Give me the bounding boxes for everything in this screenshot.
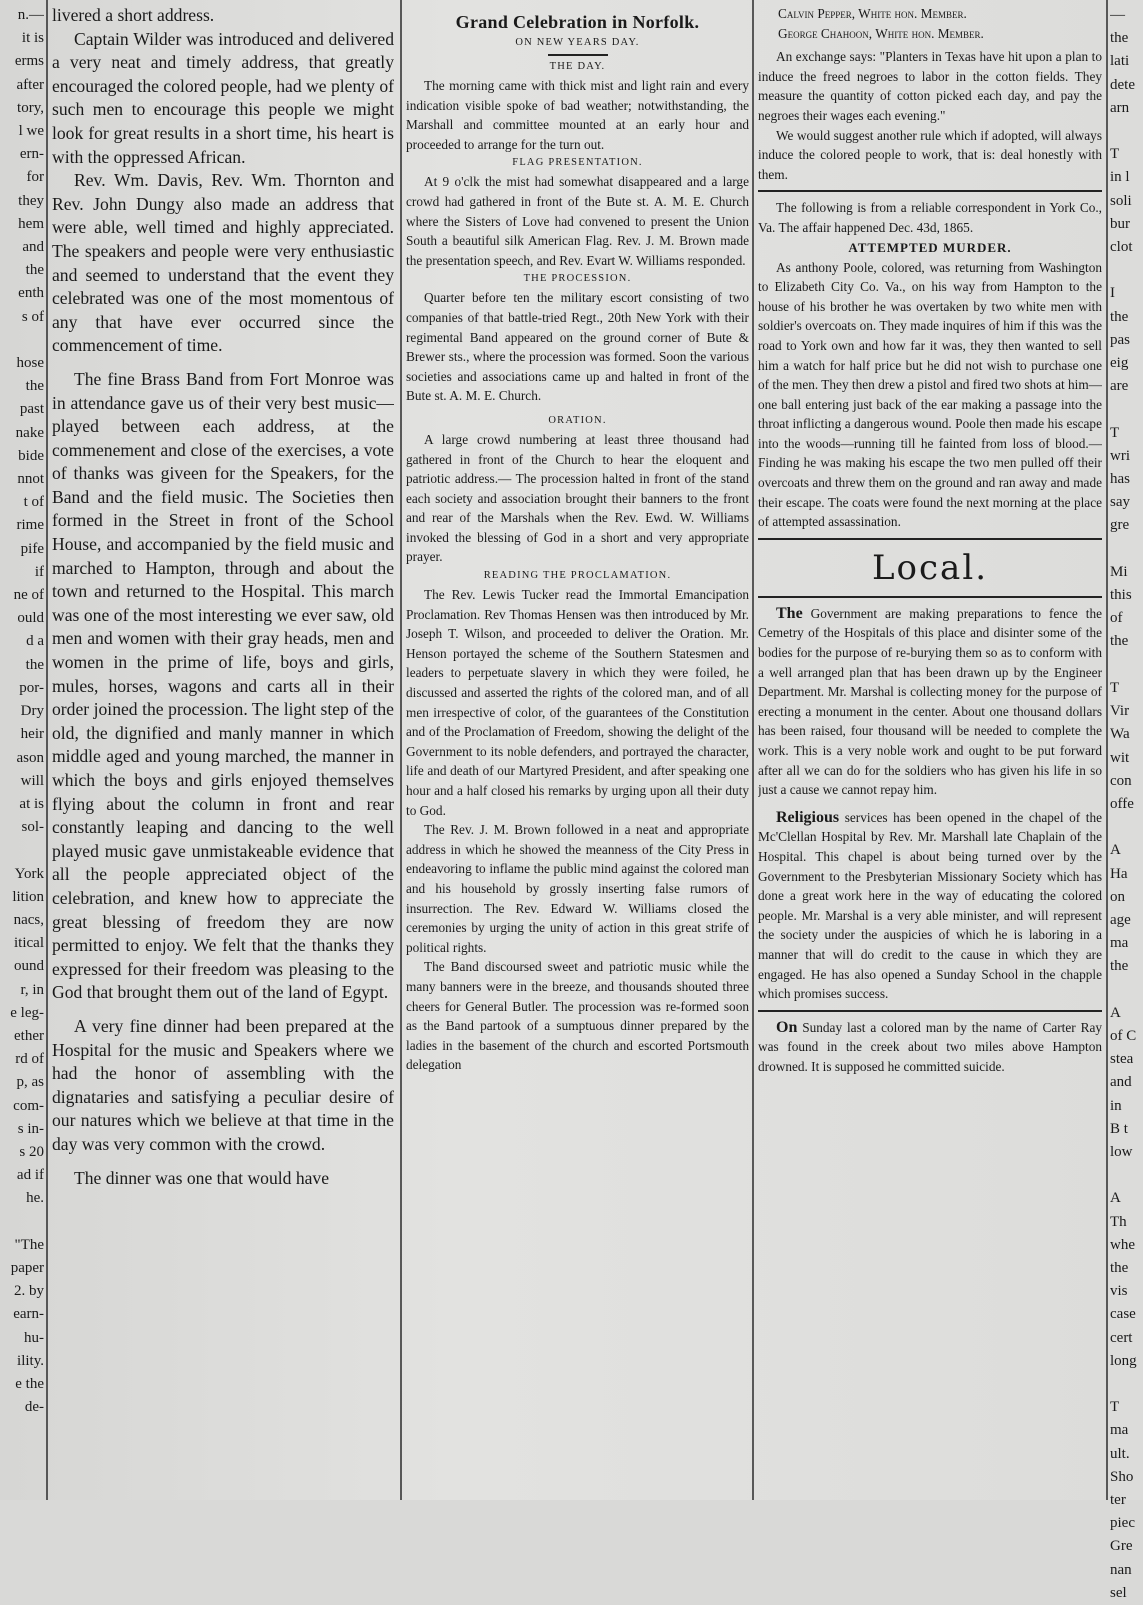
clipped-text-line: por-	[19, 679, 44, 696]
clipped-text-line: it is	[21, 30, 44, 47]
clipped-text-line: erms	[14, 53, 44, 70]
clipped-text-line: Vir	[1110, 703, 1130, 720]
column-rule	[46, 0, 48, 1500]
clipped-text-line: vis	[1110, 1283, 1128, 1300]
clipped-text-line: T	[1110, 679, 1120, 696]
clipped-text-line: T	[1110, 424, 1120, 441]
clipped-text-line	[1110, 259, 1143, 282]
clipped-text-line: wri	[1110, 447, 1130, 464]
clipped-text-line: nake	[15, 424, 44, 441]
clipped-text-line: long	[1110, 1352, 1137, 1369]
clipped-text-line: arn	[1110, 99, 1130, 116]
paragraph: Sunday last a colored man by the name of Carter Ray was found in the creek about two miles above Hampton drowned. It is supposed he committed suicide.	[758, 1019, 1102, 1074]
clipped-text-line	[1110, 398, 1143, 421]
clipped-text-line: stea	[1110, 1051, 1134, 1068]
paragraph-lead: On	[776, 1018, 798, 1036]
clipped-text-line: this	[1110, 587, 1132, 604]
clipped-text-line: Th	[1110, 1213, 1127, 1230]
clipped-text-line: at is	[19, 795, 44, 812]
clipped-text-line: hu-	[24, 1329, 44, 1346]
clipped-text-line: the	[25, 378, 44, 395]
clipped-text-line: has	[1110, 471, 1130, 488]
clipped-text-line: will	[20, 772, 44, 789]
clipped-text-line: enth	[18, 285, 44, 302]
section-heading: FLAG PRESENTATION.	[512, 157, 643, 169]
clipped-text-line: con	[1110, 772, 1132, 789]
clipped-text-line: A	[1110, 1004, 1121, 1021]
clipped-text-line: and	[1110, 1074, 1132, 1091]
clipped-text-line: ne of	[13, 587, 44, 604]
clipped-text-line: low	[1110, 1143, 1133, 1160]
clipped-text-line: in	[1110, 1097, 1122, 1114]
clipped-text-line	[1110, 538, 1143, 561]
clipped-text-line: ult.	[1110, 1445, 1130, 1462]
clipped-text-line: paper	[10, 1259, 44, 1276]
clipped-text-line	[1110, 979, 1143, 1002]
clipped-text-line: the	[25, 656, 44, 673]
clipped-text-line: l we	[18, 123, 44, 140]
column-3	[758, 4, 1102, 1077]
clipped-text-line: in l	[1110, 169, 1130, 186]
clipped-text-line: ad if	[16, 1167, 44, 1184]
clipped-text-line: ern-	[19, 146, 44, 163]
paragraph-lead: Religious	[776, 808, 840, 826]
clipped-text-line: of	[1110, 610, 1123, 627]
clipped-text-line: e the	[15, 1375, 44, 1392]
clipped-text-line: tory,	[17, 99, 44, 116]
paragraph: services has been opened in the chapel of the Mc'Clellan Hospital by Rev. Mr. Marshall late Chaplain of the Hospital. This chapel is about being turned over by the Government to the Presbyterian Missionary Society which has done a great work here in the way of educating the colored people. Mr. Marshal is a very able minister, and will represent the society under the auspicies of which he is laboring in a manner that will do credit to the cause in which they are engaged. He has also opened a Sunday School in the chapple which promises success.	[758, 809, 1102, 1002]
paragraph: A large crowd numbering at least three thousand had gathered in front of the Church to hear the eloquent and patriotic address.— The procession halted in front of the stand each society and association brought their banners to the front and rear of the Marshals when the Rev. Ewd. W. Williams invoked the blessing of God in a short and very appropriate prayer.	[406, 431, 749, 565]
paragraph: We would suggest another rule which if adopted, will always induce the colored people to work, that is: deal honestly with them.	[758, 127, 1102, 182]
paragraph: The fine Brass Band from Fort Monroe was in attendance gave us of their very best music—played between each address, at the commenement and close of the exercises, a vote of thanks was giveen for the Speakers, for the Band and the field music. The Societies then formed in the Street in front of the School House, and accompanied by the field music and marched to Hampton, through and about the town and returned to the Hospital. This march was one of the most interesting we ever saw, old men and women with their gray heads, men and women in the prime of life, boys and girls, mules, horses, wagons and carts all in their order joined the procession. The light step of the old, the dignified and manly manner in which middle aged and young marched, the manner in which the boys and girls enjoyed themselves flying about the column in front and rear constantly leaping and dancing to the well played music gave unmistakeable evidence that all the people appreciated object of the celebration, and knew how to appreciate the great blessing of freedom they are now permitted to enjoy. We felt that the thanks they expressed for their freedom was pleasing to the God that brought them out of the land of Egypt.	[52, 368, 394, 1003]
clipped-text-line: s 20	[19, 1143, 44, 1160]
paragraph: livered a short address.	[52, 5, 215, 25]
clipped-text-line: bur	[1110, 215, 1130, 232]
section-heading: ATTEMPTED MURDER.	[848, 239, 1012, 255]
clipped-text-line: rime	[16, 517, 44, 534]
clipped-text-line: "The	[14, 1236, 44, 1253]
clipped-text-line: 2. by	[14, 1283, 44, 1300]
paragraph-lead: The	[776, 604, 803, 622]
clipped-text-line: the	[1110, 30, 1129, 47]
clipped-text-line: ility.	[17, 1352, 44, 1369]
clipped-text-line: t of	[23, 494, 44, 511]
clipped-text-line: T	[1110, 1399, 1120, 1416]
clipped-text-line: case	[1110, 1306, 1136, 1323]
paragraph: Captain Wilder was introduced and delivered a very neat and timely address, that greatly encouraged the colored people, had we plenty of such men to encourage this people we might look for great results in a short time, his heart is with the oppressed African.	[52, 28, 394, 167]
local-section-heading: Local.	[871, 547, 989, 588]
clipped-text-line	[1110, 654, 1143, 677]
clipped-text-line: r, in	[20, 981, 44, 998]
paragraph: The morning came with thick mist and light rain and every indication visible spoke of bad weather; notwithstanding, the Marshall and committee mounted at an early hour and proceeded to arrange for the turn out.	[406, 78, 749, 152]
clipped-text-line: A	[1110, 1190, 1121, 1207]
clipped-text-line: clot	[1110, 239, 1133, 256]
column-1	[52, 4, 394, 1190]
clipped-text-line: sol-	[21, 819, 44, 836]
clipped-text-line: bide	[18, 447, 44, 464]
column-rule	[752, 0, 754, 1500]
clipped-text-line: ound	[14, 958, 44, 975]
clipped-text-line: after	[16, 76, 44, 93]
divider	[758, 538, 1102, 540]
clipped-text-line: B t	[1110, 1120, 1128, 1137]
clipped-text-line: ter	[1110, 1492, 1126, 1508]
signature-line: George Chahoon, White hon. Member.	[778, 25, 984, 41]
clipped-text-line: Ha	[1110, 865, 1128, 882]
clipped-text-line: say	[1110, 494, 1130, 511]
clipped-text-line: itical	[14, 935, 44, 952]
clipped-text-line: earn-	[13, 1306, 44, 1323]
clipped-text-line: nan	[1110, 1561, 1132, 1578]
paragraph: At 9 o'clk the mist had somewhat disappeared and a large crowd had gathered in front of the Bute st. A. M. E. Church where the Sisters of Love had convened to present the Union South a beautiful silk American Flag. Rev. J. M. Brown made the presentation speech, and Rev. Evart W. Williams responded.	[406, 174, 749, 268]
clipped-text-line: lati	[1110, 53, 1130, 70]
clipped-text-line: de-	[24, 1399, 44, 1416]
clipped-text-line: on	[1110, 888, 1125, 905]
clipped-text-line: offe	[1110, 795, 1134, 812]
clipped-text-line: s in-	[17, 1120, 44, 1137]
paragraph: The Rev. J. M. Brown followed in a neat and appropriate address in which he showed the meanness of the City Press in endeavoring to inflame the public mind against the colored man and his household by grossly inserting false rumors of insurrection. The Rev. Edward W. Williams closed the ceremonies by urging the unity of action in this great strife of political rights.	[406, 822, 749, 955]
divider	[758, 190, 1102, 192]
clipped-text-line: are	[1110, 378, 1129, 395]
clipped-text-line: T	[1110, 146, 1120, 163]
clipped-text-line: —	[1110, 7, 1125, 23]
clipped-text-line: e leg-	[10, 1004, 44, 1021]
paragraph: As anthony Poole, colored, was returning from Washington to Elizabeth City Co. Va., on his way from Hampton to the house of his brother he was overtaken by two white men with soldier's overcoats on. They made inquires of him if this was the road to York own and how far it was, they then wanted to sell him a watch for half price but he did not wish to purchase one of the men. They then drew a pistol and fired two shots at him—one ball entering just back of the ear making a passage into the throat inflicting a dangerous wound. Poole then made his escape into the woods—running till he fainted from loss of blood.— Finding he was making his escape the two men pulled off their overcoats and threw them on the ground and ran away and made their escape. The coats were found the next morning at the place of attempted assassination.	[758, 259, 1102, 530]
column-2	[406, 4, 749, 1075]
clipped-text-line: of C	[1110, 1027, 1137, 1044]
clipped-text-line	[0, 1211, 44, 1234]
clipped-text-line: Dry	[20, 703, 44, 720]
clipped-text-line: n.—	[17, 7, 44, 23]
paragraph: An exchange says: "Planters in Texas have hit upon a plan to induce the freed negroes to labor in the cotton fields. They measure the quantity of cotton picked each day, and pay the negroes their wages each evening."	[758, 49, 1102, 123]
clipped-text-line: ma	[1110, 935, 1129, 952]
article-title: Grand Celebration in Norfolk.	[455, 12, 700, 32]
column-rule	[400, 0, 402, 1500]
clipped-text-line: ether	[14, 1027, 44, 1044]
section-heading: THE DAY.	[549, 61, 606, 72]
clipped-text-line: ma	[1110, 1422, 1129, 1439]
clipped-text-line: com-	[13, 1097, 44, 1114]
clipped-text-line: Wa	[1110, 726, 1130, 743]
paragraph: The following is from a reliable correspondent in York Co., Va. The affair happened Dec. 43d, 1865.	[758, 200, 1102, 235]
clipped-text-line: eig	[1110, 355, 1129, 372]
clipped-text-line	[1110, 816, 1143, 839]
clipped-text-line: d a	[26, 633, 44, 650]
clipped-text-line: the	[1110, 308, 1129, 325]
column-rule	[1106, 0, 1108, 1500]
clipped-text-line	[0, 839, 44, 862]
clipped-text-line: I	[1110, 285, 1115, 302]
divider	[758, 1010, 1102, 1012]
clipped-text-line: Sho	[1110, 1468, 1134, 1485]
paragraph: The Rev. Lewis Tucker read the Immortal Emancipation Proclamation. Rev Thomas Hensen was then introduced by Mr. Joseph T. Wilson, and proceeded to deliver the Oration. Mr. Henson portayed the scheme of the Southern Statesmen and leaders to perpetuate slavery in which they were foiled, he discussed and asserted the rights of the colored man, and of all men irrespective of color, of the guarantees of the Constitution and of the Proclamation of Freedom, showing the delight of the Government to its noble defenders, and portrayed the character, life and death of our Martyred President, and after speaking one hour and a half closed his remarks by urging upon all their duty to God.	[406, 587, 749, 818]
clipped-text-line: they	[18, 192, 44, 209]
clipped-text-line: the	[25, 262, 44, 279]
clipped-text-line: pas	[1110, 331, 1130, 348]
clipped-text-line: s of	[21, 308, 44, 325]
right-clipped-column	[1110, 4, 1143, 1605]
clipped-text-line: age	[1110, 911, 1131, 928]
divider	[548, 54, 608, 56]
clipped-text-line: gre	[1110, 517, 1130, 534]
paragraph: A very fine dinner had been prepared at the Hospital for the music and Speakers where we had the honor of assembling with the dignataries and satisfying a peculiar desire of our natures which we believe at that time in the day was very common with the crowd.	[52, 1015, 394, 1154]
article-subtitle: ON NEW YEARS DAY.	[515, 37, 640, 48]
clipped-text-line: nnot	[17, 471, 44, 488]
clipped-text-line: and	[22, 239, 44, 256]
paragraph: Quarter before ten the military escort consisting of two companies of that battle-tried Regt., 20th New York with their regimental Band appeared on the ground corner of Bute & Brewer sts., where the procession was formed. Soon the various societies and associations came up and halted in front of the Bute st. A. M. E. Church.	[406, 290, 749, 404]
clipped-text-line: dete	[1110, 76, 1135, 93]
clipped-text-line: for	[26, 169, 44, 186]
clipped-text-line: hose	[16, 355, 44, 372]
clipped-text-line: whe	[1110, 1236, 1135, 1253]
clipped-text-line: sel	[1110, 1584, 1127, 1601]
paragraph: Government are making preparations to fence the Cemetry of the Hospitals of this place and disinter some of the bodies for the purpose of re-burying them so as to conform with a well arranged plan that has been drawn up by the Engineer Department. Mr. Marshal is collecting money for the purpose of erecting a monument in the center. About one thousand dollars has been raised, four thousand will be needed to complete the work. This is a very noble work and ought to be put forward after all we can do for the soldiers who has given his life in so just a cause we cannot repay him.	[758, 605, 1102, 798]
clipped-text-line: wit	[1110, 749, 1130, 766]
clipped-text-line: hem	[18, 215, 44, 232]
left-clipped-column	[0, 4, 44, 1419]
paragraph: Rev. Wm. Davis, Rev. Wm. Thornton and Rev. John Dungy also made an address that were able, well timed and highly appreciated. The speakers and people were very enthusiastic and seemed to understand that the event they celebrated was one of the most momentous of any that have ever occurred since the commencement of time.	[52, 170, 394, 356]
clipped-text-line: Mi	[1110, 563, 1128, 580]
clipped-text-line: if	[34, 563, 44, 580]
clipped-text-line: Gre	[1110, 1538, 1133, 1555]
clipped-text-line: A	[1110, 842, 1121, 859]
section-heading: READING THE PROCLAMATION.	[483, 570, 672, 582]
clipped-text-line	[0, 329, 44, 352]
clipped-text-line: the	[1110, 958, 1129, 975]
clipped-text-line	[1110, 1164, 1143, 1187]
signature-line: Calvin Pepper, White hon. Member.	[778, 6, 967, 21]
clipped-text-line: piec	[1110, 1515, 1135, 1532]
clipped-text-line: cert	[1110, 1329, 1133, 1346]
clipped-text-line: ason	[16, 749, 44, 766]
clipped-text-line: nacs,	[13, 911, 44, 928]
clipped-text-line	[1110, 120, 1143, 143]
clipped-text-line: York	[14, 865, 44, 882]
clipped-text-line	[1110, 1373, 1143, 1396]
clipped-text-line: heir	[20, 726, 44, 743]
section-heading: ORATION.	[548, 414, 607, 426]
clipped-text-line: the	[1110, 633, 1129, 650]
section-heading: THE PROCESSION.	[523, 273, 632, 285]
divider	[758, 596, 1102, 598]
clipped-text-line: the	[1110, 1259, 1129, 1276]
clipped-text-line: ould	[17, 610, 44, 627]
clipped-text-line: lition	[12, 888, 44, 905]
clipped-text-line: p, as	[16, 1074, 44, 1091]
clipped-text-line: soli	[1110, 192, 1132, 209]
clipped-text-line: pife	[20, 540, 44, 557]
paragraph: The dinner was one that would have	[74, 1167, 330, 1188]
clipped-text-line: past	[19, 401, 44, 418]
clipped-text-line: rd of	[15, 1051, 44, 1068]
clipped-text-line: he.	[26, 1190, 44, 1207]
paragraph: The Band discoursed sweet and patriotic music while the many banners were in the breeze, and thousands shouted three cheers for General Butler. The procession was re-formed soon as the Band partook of a sumptuous dinner prepared by the ladies in the basement of the church and escorted Portsmouth delegation	[406, 959, 749, 1073]
